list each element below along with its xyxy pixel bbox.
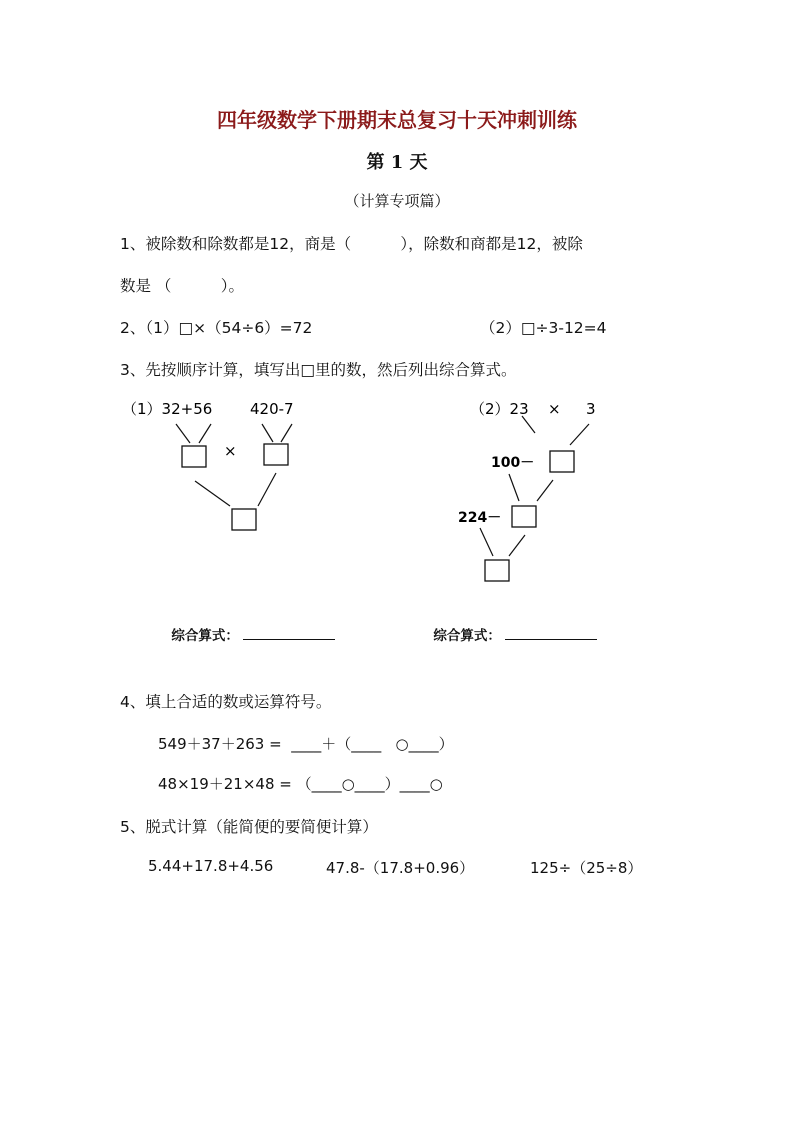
tree2-step1: 100－ — [491, 455, 535, 471]
tree1-right-expression: 420-7 — [250, 400, 294, 418]
tree1-line — [176, 424, 190, 443]
tree1-line — [199, 424, 211, 443]
tree1-line — [195, 481, 230, 506]
formula-answer-line-left[interactable] — [243, 625, 335, 640]
tree2-line — [570, 424, 589, 445]
tree2-operator: × — [548, 400, 561, 418]
formula-label-left: 综合算式： — [171, 628, 239, 644]
tree1-label: （1）32+56 — [122, 400, 213, 418]
question-4-line-1: 549＋37＋263 = ____＋（____ ○____） — [158, 735, 454, 753]
answer-box[interactable] — [550, 451, 574, 472]
question-2-part-1: 2、（1）□×（54÷6）=72 — [120, 319, 313, 337]
question-5-prompt: 5、脱式计算（能简便的要简便计算） — [120, 818, 378, 836]
tree2-operand: 3 — [586, 400, 596, 418]
question-1-line-2: 数是 （ ）。 — [120, 277, 244, 295]
question-4-prompt: 4、填上合适的数或运算符号。 — [120, 693, 332, 711]
page-title: 四年级数学下册期末总复习十天冲刺训练 — [217, 108, 577, 132]
tree2-line — [537, 480, 553, 501]
question-5-expression-2: 47.8-（17.8+0.96） — [326, 859, 475, 877]
formula-answer-line-right[interactable] — [505, 625, 597, 640]
formula-label-right-row — [424, 608, 597, 644]
tree1-line — [281, 424, 292, 442]
section-subtitle: （计算专项篇） — [344, 192, 450, 210]
answer-box[interactable] — [485, 560, 509, 581]
tree1-operator: × — [224, 442, 237, 460]
formula-label-left-row — [162, 608, 335, 644]
question-3-prompt: 3、先按顺序计算，填写出□里的数，然后列出综合算式。 — [120, 361, 517, 379]
tree2-line — [522, 416, 535, 433]
question-4-line-2: 48×19＋21×48 = （____○____）____○ — [158, 775, 443, 793]
tree1-line — [258, 473, 276, 506]
tree2-line — [509, 535, 525, 556]
tree2-step2: 224－ — [458, 510, 502, 526]
formula-label-right: 综合算式： — [433, 628, 501, 644]
tree2-line — [509, 474, 519, 501]
answer-box[interactable] — [512, 506, 536, 527]
question-5-expression-1: 5.44+17.8+4.56 — [148, 857, 274, 875]
tree2-line — [480, 528, 493, 556]
answer-box[interactable] — [182, 446, 206, 467]
question-5-expression-3: 125÷（25÷8） — [530, 859, 643, 877]
answer-box[interactable] — [264, 444, 288, 465]
tree1-line — [262, 424, 273, 442]
tree2-label: （2）23 — [470, 400, 529, 418]
day-heading: 第 1 天 — [366, 152, 428, 173]
question-2-part-2: （2）□÷3-12=4 — [480, 319, 607, 337]
question-1-line-1: 1、被除数和除数都是12，商是（ ），除数和商都是12，被除 — [120, 235, 583, 253]
answer-box[interactable] — [232, 509, 256, 530]
